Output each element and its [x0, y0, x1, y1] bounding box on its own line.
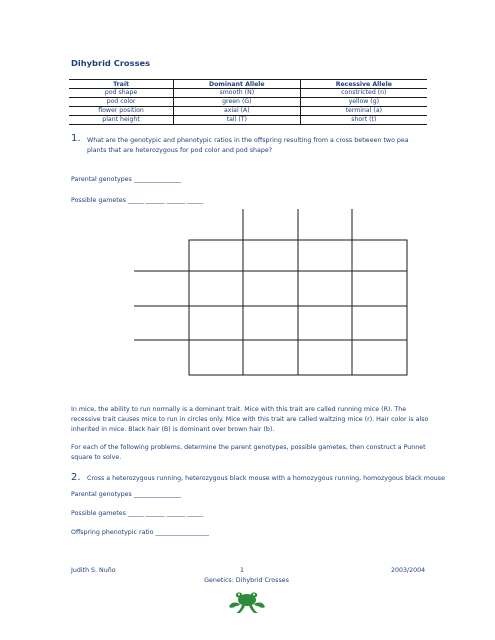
table-cell: tall (T) — [174, 116, 301, 125]
header-recessive: Recessive Allele — [300, 80, 427, 89]
q2-possible-gametes-line: Possible gametes _____ ______ ______ _____ — [71, 510, 204, 517]
table-cell: constricted (n) — [300, 89, 427, 98]
instructions-paragraph: For each of the following problems, determine the parent genotypes, possible gametes, then construct a Punnet square to solve. — [71, 444, 426, 461]
table-cell: short (t) — [300, 116, 427, 125]
table-cell: terminal (a) — [300, 107, 427, 116]
footer-page-number: 1 — [240, 567, 245, 574]
footer-year: 2003/2004 — [391, 567, 426, 574]
table-cell: pod color — [69, 98, 174, 107]
table-cell: smooth (N) — [174, 89, 301, 98]
table-cell: pod shape — [69, 89, 174, 98]
table-cell: yellow (g) — [300, 98, 427, 107]
question-1-number: 1. — [71, 133, 81, 144]
frog-icon — [228, 587, 266, 615]
table-cell: green (G) — [174, 98, 301, 107]
q2-parental-genotypes-line: Parental genotypes _______________ — [71, 491, 182, 498]
table-cell: axial (A) — [174, 107, 301, 116]
footer-subtitle: Genetics: Dihybrid Crosses — [204, 577, 289, 584]
question-2-number: 2. — [71, 472, 81, 483]
header-trait: Trait — [69, 80, 174, 89]
question-2-text: Cross a heterozygous running, heterozygous black mouse with a homozygous running, homozygous black mouse — [87, 475, 445, 482]
table-cell: flower position — [69, 107, 174, 116]
question-1-text: What are the genotypic and phenotypic ratios in the offspring resulting from a cross between two pea plants that are heterozygous for pod color and pod shape? — [87, 137, 409, 154]
footer-author: Judith S. Nuño — [71, 567, 116, 574]
header-dominant: Dominant Allele — [174, 80, 301, 89]
q2-offspring-ratio-line: Offspring phenotypic ratio _________________ — [71, 529, 210, 536]
table-cell: plant height — [69, 116, 174, 125]
q1-possible-gametes-line: Possible gametes _____ ______ ______ _____ — [71, 197, 204, 204]
mice-intro-paragraph: In mice, the ability to run normally is a dominant trait. Mice with this trait are called running mice (R). The recessive trait causes mice to run in circles only. Mice with this trait are called waltzing mice (r). Hair color is also inherited in mice. Black hair (B) is dominant over brown hair (b). — [71, 406, 429, 433]
q1-parental-genotypes-line: Parental genotypes _______________ — [71, 176, 182, 183]
page-title: Dihybrid Crosses — [71, 58, 151, 68]
